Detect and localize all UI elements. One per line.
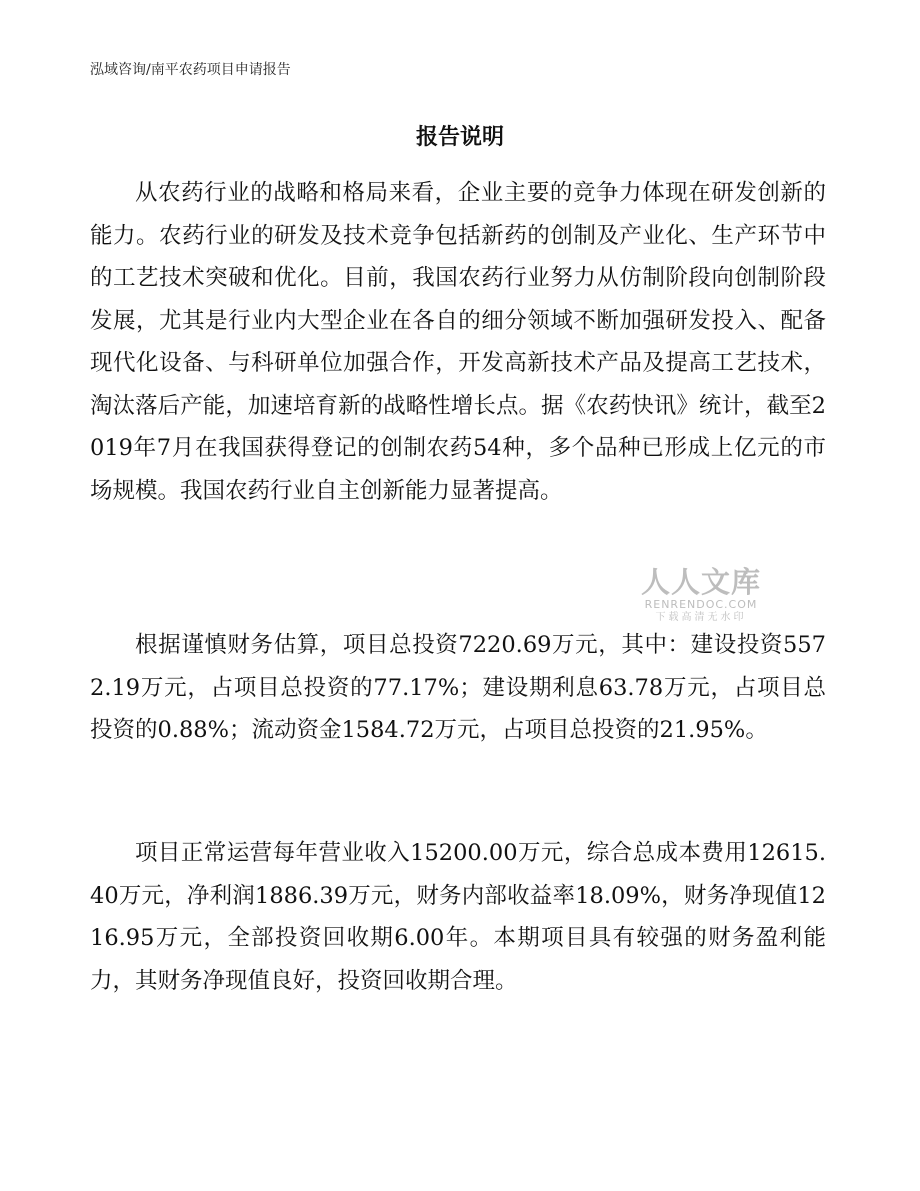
running-header: 泓域咨询/南平农药项目申请报告	[90, 62, 291, 78]
watermark-title: 人人文库	[640, 565, 761, 599]
watermark-url: RENRENDOC.COM	[644, 598, 758, 611]
paragraph-industry-overview: 从农药行业的战略和格局来看，企业主要的竞争力体现在研发创新的能力。农药行业的研发及技术竞争包括新药的创制及产业化、生产环节中的工艺技术突破和优化。目前，我国农药行业努力从仿制阶段向创制阶段发展，尤其是行业内大型企业在各自的细分领域不断加强研发投入、配备现代化设备、与科研单位加强合作，开发高新技术产品及提高工艺技术，淘汰落后产能，加速培育新的战略性增长点。据《农药快讯》统计，截至2019年7月在我国获得登记的创制农药54种，多个品种已形成上亿元的市场规模。我国农药行业自主创新能力显著提高。	[90, 180, 826, 504]
document-title: 报告说明	[415, 124, 504, 150]
watermark-logo	[626, 566, 776, 624]
watermark-subtitle: 下载高清无水印	[655, 612, 747, 623]
paragraph-financial-returns: 项目正常运营每年营业收入15200.00万元，综合总成本费用12615.40万元，净利润1886.39万元，财务内部收益率18.09%，财务净现值1216.95万元，全部投资回收期6.00年。本期项目具有较强的财务盈利能力，其财务净现值良好，投资回收期合理。	[90, 840, 826, 994]
paragraph-investment-estimate: 根据谨慎财务估算，项目总投资7220.69万元，其中：建设投资5572.19万元，占项目总投资的77.17%；建设期利息63.78万元，占项目总投资的0.88%；流动资金1584.72万元，占项目总投资的21.95%。	[90, 632, 826, 743]
